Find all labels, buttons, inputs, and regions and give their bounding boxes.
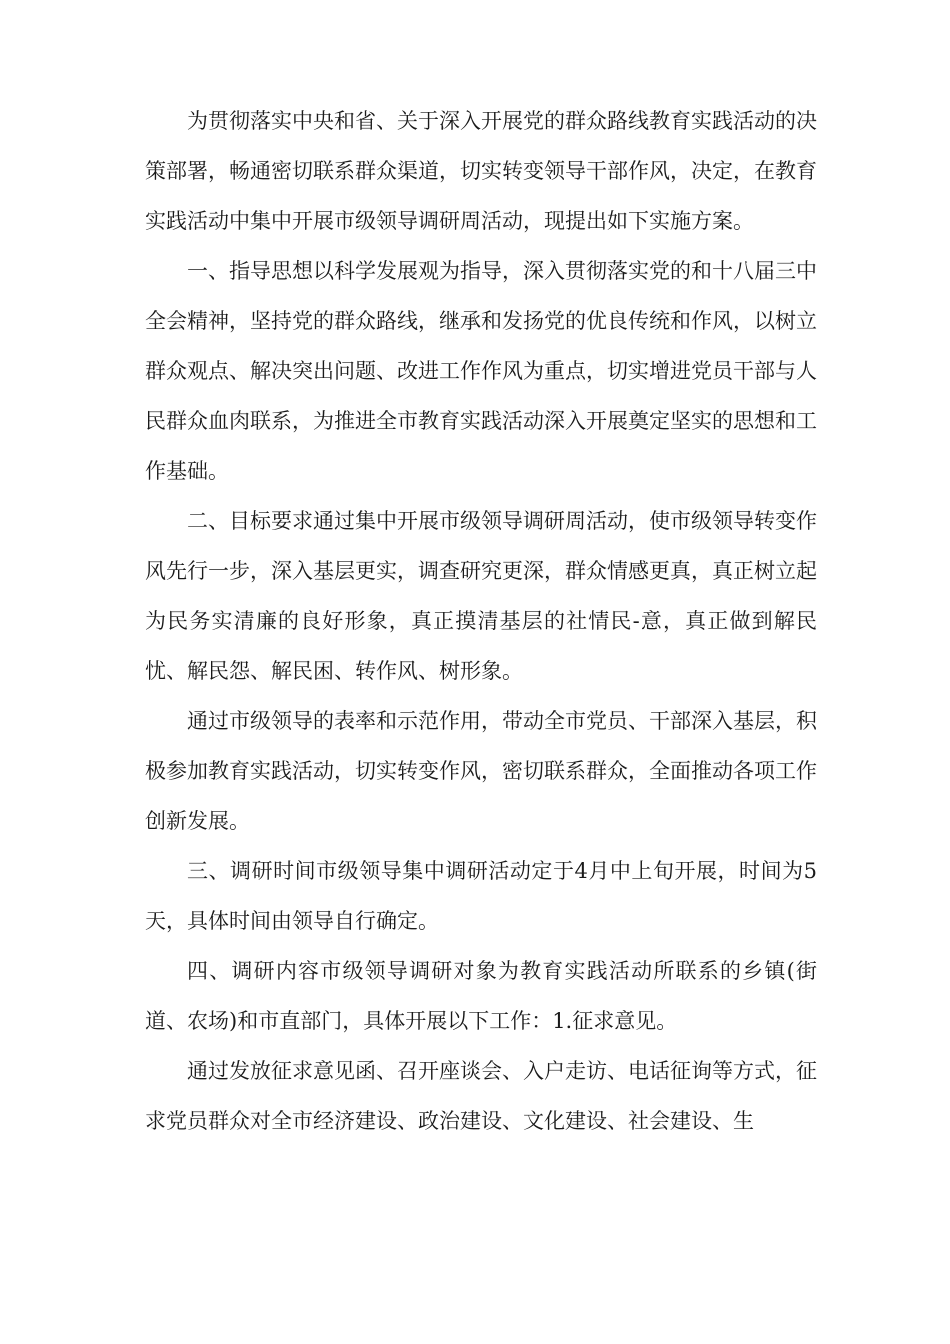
document-body [145, 96, 817, 1146]
paragraph-intro: 为贯彻落实中央和省、关于深入开展党的群众路线教育实践活动的决策部署，畅通密切联系群众渠道，切实转变领导干部作风，决定，在教育实践活动中集中开展市级领导调研周活动，现提出如下实施方案。 [145, 109, 817, 233]
paragraph-objectives: 二、目标要求通过集中开展市级领导调研周活动，使市级领导转变作风先行一步，深入基层更实，调查研究更深，群众情感更真，真正树立起为民务实清廉的良好形象，真正摸清基层的社情民-意，真正做到解民忧、解民怨、解民困、转作风、树形象。 [145, 509, 817, 683]
paragraph-leadership-example: 通过市级领导的表率和示范作用，带动全市党员、干部深入基层，积极参加教育实践活动，切实转变作风，密切联系群众，全面推动各项工作创新发展。 [145, 709, 817, 833]
paragraph-guiding-ideology: 一、指导思想以科学发展观为指导，深入贯彻落实党的和十八届三中全会精神，坚持党的群众路线，继承和发扬党的优良传统和作风，以树立群众观点、解决突出问题、改进工作作风为重点，切实增进党员干部与人民群众血肉联系，为推进全市教育实践活动深入开展奠定坚实的思想和工作基础。 [145, 259, 817, 483]
paragraph-research-time: 三、调研时间市级领导集中调研活动定于4月中上旬开展，时间为5天，具体时间由领导自行确定。 [145, 859, 817, 933]
paragraph-research-content: 四、调研内容市级领导调研对象为教育实践活动所联系的乡镇(街道、农场)和市直部门，具体开展以下工作：1.征求意见。 [145, 959, 817, 1033]
paragraph-solicit-opinions: 通过发放征求意见函、召开座谈会、入户走访、电话征询等方式，征求党员群众对全市经济建设、政治建设、文化建设、社会建设、生 [145, 1059, 817, 1133]
